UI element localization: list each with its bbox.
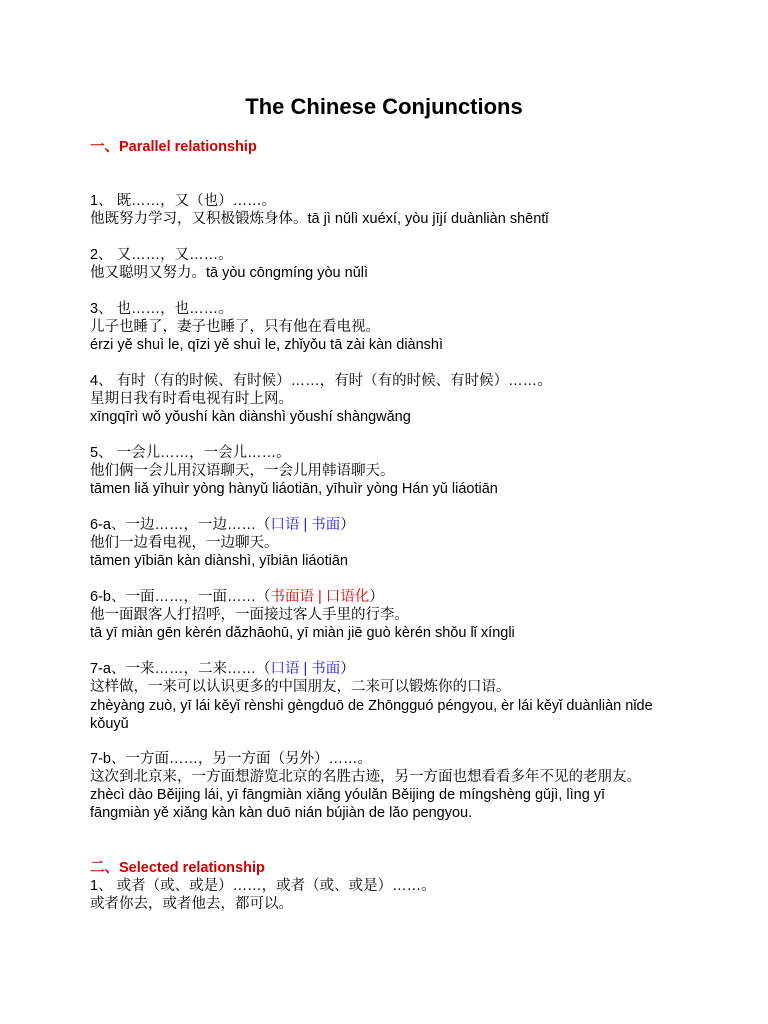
- item-7a-pinyin-line-2: kǒuyǔ: [90, 716, 129, 732]
- item-5-formula: 5、 一会儿……，一会儿……。: [90, 445, 291, 461]
- item-6a-formula-close: ）: [340, 517, 355, 533]
- item-7a-formula-close: ）: [340, 661, 355, 677]
- item-7a-register-note: 口语 | 书面: [270, 661, 341, 677]
- item-7b-example: 这次到北京来，一方面想游览北京的名胜古迹，另一方面也想看看多年不见的老朋友。: [90, 769, 641, 785]
- item-2-formula: 2、 又……，又……。: [90, 247, 233, 263]
- section-heading-selected: 二、Selected relationship: [90, 860, 265, 876]
- item-4-pinyin: xīngqīrì wǒ yǒushí kàn diànshì yǒushí shàngwǎng: [90, 409, 411, 425]
- item-6b-example: 他一面跟客人打招呼，一面接过客人手里的行李。: [90, 607, 409, 623]
- item-7b-formula: 7-b、一方面……，另一方面（另外）……。: [90, 751, 372, 767]
- item-7a-formula: [90, 660, 355, 678]
- item-6b-formula-close: ）: [369, 589, 384, 605]
- item-6b-formula: [90, 588, 384, 606]
- item-6b-register-note: 书面语 | 口语化: [270, 589, 370, 605]
- item-1-formula: 1、 既……，又（也）……。: [90, 193, 277, 209]
- item-7b-pinyin-line-2: fāngmiàn yě xiǎng kàn kàn duō nián bújiàn de lǎo pengyou.: [90, 805, 473, 821]
- item-7b-pinyin-line-1: zhècì dào Běijing lái, yī fāngmiàn xiǎng yóulǎn Běijing de míngshèng gǔjì, lìng yī: [90, 787, 606, 803]
- item-7a-pinyin-line-1: zhèyàng zuò, yī lái kěyǐ rènshi gèngduō de Zhōngguó péngyou, èr lái kěyǐ duànliàn nǐde: [90, 698, 653, 714]
- item-4-example: 星期日我有时看电视有时上网。: [90, 391, 293, 407]
- item-6b-formula-text: 6-b、一面……，一面……（: [90, 589, 271, 605]
- item-5-pinyin: tāmen liǎ yīhuìr yòng hànyǔ liáotiān, yīhuìr yòng Hán yǔ liáotiān: [90, 481, 498, 497]
- item-2-example: [90, 264, 368, 282]
- item-7a-example: 这样做，一来可以认识更多的中国朋友，二来可以锻炼你的口语。: [90, 679, 511, 695]
- item-1-example-chinese: 他既努力学习，又积极锻炼身体。: [90, 211, 308, 227]
- document-title: The Chinese Conjunctions: [245, 94, 523, 119]
- item-3-example: 儿子也睡了，妻子也睡了，只有他在看电视。: [90, 319, 380, 335]
- section-heading-parallel: 一、Parallel relationship: [90, 139, 257, 155]
- item-4-formula: 4、 有时（有的时候、有时候）……，有时（有的时候、有时候）……。: [90, 373, 552, 389]
- item-2-pinyin: tā yòu cōngmíng yòu nǔlì: [206, 265, 369, 281]
- selected-item-1-formula: 1、 或者（或、或是）……，或者（或、或是）……。: [90, 878, 436, 894]
- item-6a-pinyin: tāmen yībiān kàn diànshì, yībiān liáotiān: [90, 553, 348, 569]
- item-2-example-chinese: 他又聪明又努力。: [90, 265, 206, 281]
- item-1-example: [90, 210, 549, 228]
- item-3-pinyin: érzi yě shuì le, qīzi yě shuì le, zhǐyǒu tā zài kàn diànshì: [90, 337, 444, 353]
- item-5-example: 他们俩一会儿用汉语聊天，一会儿用韩语聊天。: [90, 463, 395, 479]
- item-6a-example: 他们一边看电视，一边聊天。: [90, 535, 279, 551]
- item-6a-formula-text: 6-a、一边……，一边……（: [90, 517, 271, 533]
- item-1-pinyin: tā jì nǔlì xuéxí, yòu jījí duànliàn shēntǐ: [307, 211, 549, 227]
- item-6a-register-note: 口语 | 书面: [270, 517, 341, 533]
- item-6a-formula: [90, 516, 355, 534]
- item-3-formula: 3、 也……，也……。: [90, 301, 233, 317]
- item-6b-pinyin: tā yī miàn gēn kèrén dǎzhāohū, yī miàn jiē guò kèrén shǒu lǐ xíngli: [90, 625, 515, 641]
- selected-item-1-example: 或者你去，或者他去，都可以。: [90, 896, 293, 912]
- item-7a-formula-text: 7-a、一来……，二来……（: [90, 661, 271, 677]
